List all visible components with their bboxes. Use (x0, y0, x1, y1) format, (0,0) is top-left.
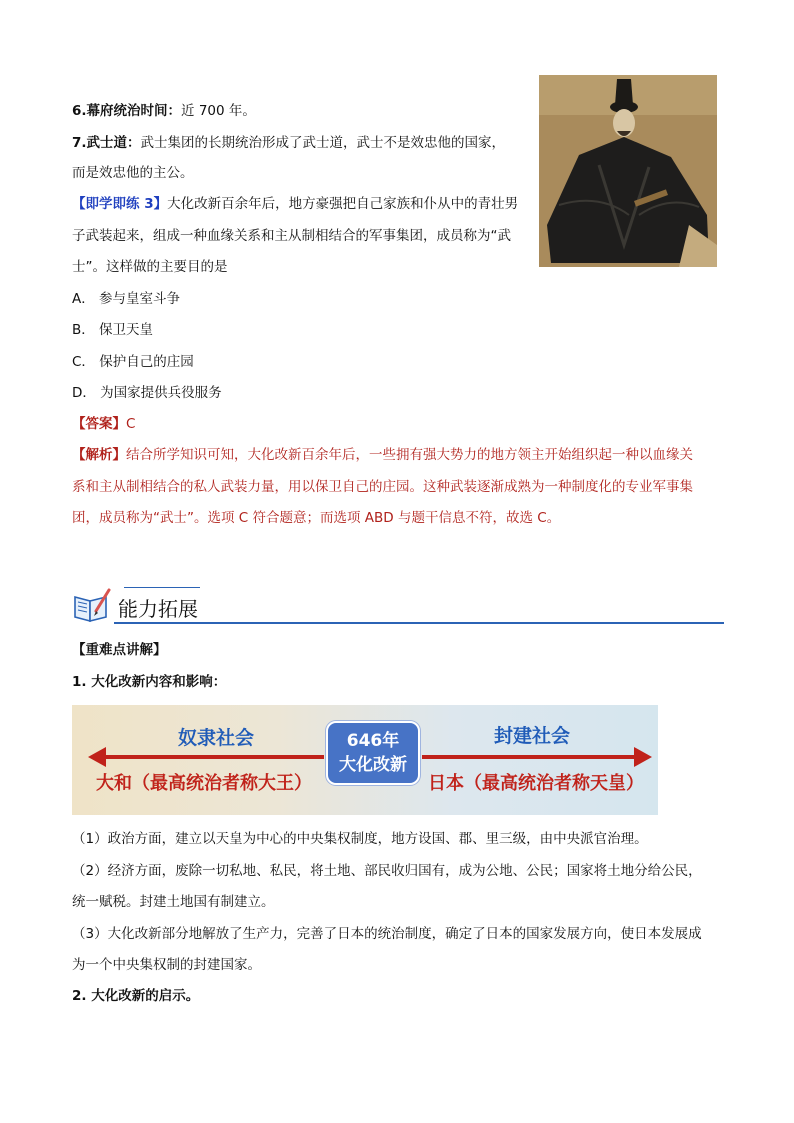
section-rule (114, 622, 724, 624)
samurai-portrait-image (539, 75, 717, 267)
japan-label: 日本（最高统治者称天皇） (428, 773, 644, 794)
option-a: A． 参与皇室斗争 (72, 291, 181, 307)
feudal-society-label: 封建社会 (494, 725, 571, 747)
point-heading: 1. 大化改新内容和影响： (72, 674, 227, 690)
reform-name: 大化改新 (339, 755, 407, 775)
item-label: 6.幕府统治时间： (72, 103, 182, 119)
analysis-line: 团，成员称为“武士”。选项 C 符合题意；而选项 ABD 与题干信息不符，故选 C。 (72, 510, 561, 526)
text-line (72, 133, 505, 153)
section-title: 能力拓展 (118, 597, 198, 621)
text-line: 统一赋税。封建土地国有制建立。 (72, 894, 275, 910)
exercise-question (72, 194, 518, 214)
analysis-tag: 【解析】 (72, 447, 126, 463)
reform-year-box (326, 721, 420, 785)
answer-value: C (126, 416, 136, 432)
text-line: （1）政治方面，建立以天皇为中心的中央集权制度，地方设国、郡、里三级，由中央派官治理。 (72, 831, 648, 847)
item-label: 7.武士道： (72, 135, 141, 151)
point-heading: 2. 大化改新的启示。 (72, 988, 200, 1004)
yamato-label: 大和（最高统治者称大王） (96, 773, 312, 794)
item-text: 近 700 年。 (181, 103, 256, 119)
text-line: 为一个中央集权制的封建国家。 (72, 957, 261, 973)
option-d: D． 为国家提供兵役服务 (72, 385, 222, 401)
reform-year: 646年 (346, 731, 400, 751)
analysis-line: 系和主从制相结合的私人武装力量，用以保卫自己的庄园。这种武装逐渐成熟为一种制度化的专业军事集 (72, 479, 693, 495)
subsection-heading: 【重难点讲解】 (72, 642, 167, 658)
analysis-line (72, 445, 693, 465)
text-line: （3）大化改新部分地解放了生产力，完善了日本的统治制度，确定了日本的国家发展方向，使日本发展成 (72, 926, 702, 942)
answer-line (72, 414, 135, 434)
book-icon (72, 587, 112, 627)
analysis-text: 结合所学知识可知，大化改新百余年后，一些拥有强大势力的地方领主开始组织起一种以血缘关 (126, 447, 693, 463)
section-header (72, 585, 724, 625)
text-line: 士”。这样做的主要目的是 (72, 259, 228, 275)
taika-reform-banner (72, 705, 658, 815)
option-b: B． 保卫天皇 (72, 322, 154, 338)
text-line (72, 101, 256, 121)
ruler-title-daio: 大王 (258, 773, 294, 794)
exercise-text: 大化改新百余年后，地方豪强把自己家族和仆从中的青壮男 (167, 196, 519, 212)
text-line: （2）经济方面，废除一切私地、私民，将土地、部民收归国有，成为公地、公民；国家将土地分给公民， (72, 863, 702, 879)
exercise-tag: 【即学即练 3】 (72, 196, 168, 212)
answer-tag: 【答案】 (72, 416, 126, 432)
item-text: 武士集团的长期统治形成了武士道，武士不是效忠他的国家， (140, 135, 506, 151)
option-c: C． 保护自己的庄园 (72, 354, 194, 370)
ruler-title-tenno: 天皇 (590, 773, 626, 794)
text-line: 子武装起来，组成一种血缘关系和主从制相结合的军事集团，成员称为“武 (72, 228, 511, 244)
section-top-rule (124, 587, 200, 588)
slave-society-label: 奴隶社会 (178, 727, 255, 749)
text-line: 而是效忠他的主公。 (72, 165, 194, 181)
